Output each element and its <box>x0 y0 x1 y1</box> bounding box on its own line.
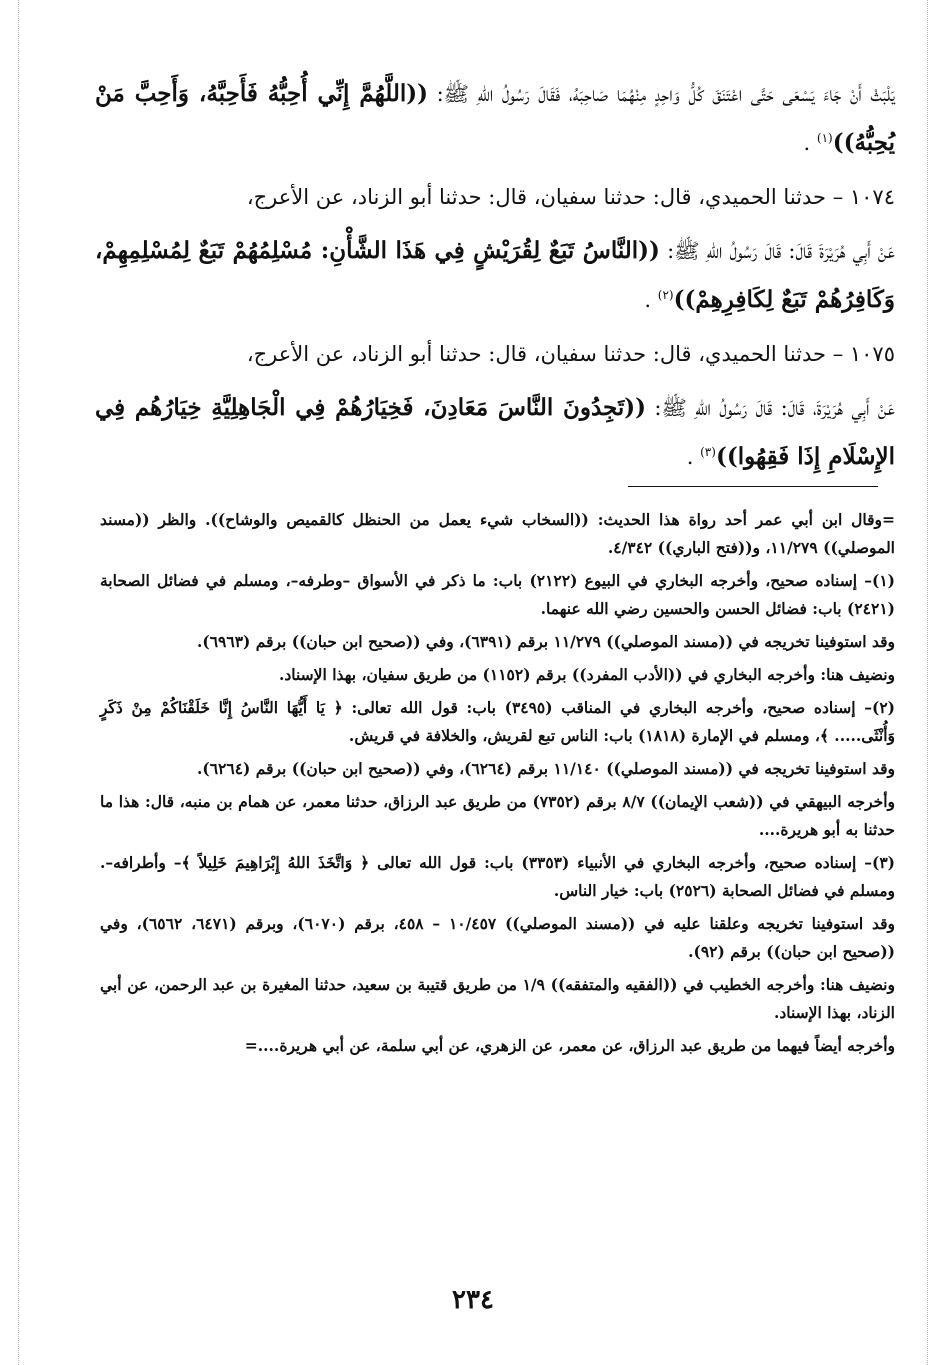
paragraph-1: يَلْبَثْ أَنْ جَاءَ يَسْعَى حَتَّى اعْتَنَقَ كُلُّ وَاحِدٍ مِنْهُمَا صَاحِبَهُ، فَقَالَ رَسُولُ اللهِ ﷺ: ((اللَّهُمَّ إِنِّي أُحِبُّهُ فَأَحِبَّهُ، وَأَحِبَّ مَنْ يُحِبُّهُ))$^{(١)}$ . <box>95 80 895 156</box>
footnote-ref: (٣) <box>700 445 716 459</box>
footnote: (٢)– إسناده صحيح، وأخرجه البخاري في المناقب (٣٤٩٥) باب: قول الله تعالى: ﴿ يَا أَيُّهَا النَّاسُ إِنَّا خَلَقْنَاكُمْ مِنْ ذَكَرٍ وَأُنْثَى..... ﴾، ومسلم في الإمارة (١٨١٨) باب: الناس تبع لقريش، والخلافة في قريش. <box>100 698 895 745</box>
hadith-text: ((النَّاسُ تَبَعٌ لِقُرَيْشٍ فِي هَذَا الشَّأْنِ: مُسْلِمُهُمْ تَبَعٌ لِمُسْلِمِهِمْ، وَكَافِرُهُمْ تَبَعٌ لِكَافِرِهِمْ)) <box>95 237 895 313</box>
hadith-isnad-1075: ١٠٧٥ – حدثنا الحميدي، قال: حدثنا سفيان، قال: حدثنا أبو الزناد، عن الأعرج، <box>246 342 895 366</box>
hadith-text: ((اللَّهُمَّ إِنِّي أُحِبُّهُ فَأَحِبَّهُ، وَأَحِبَّ مَنْ يُحِبُّهُ)) <box>95 80 895 156</box>
footnote: وقد استوفينا تخريجه في ((مسند الموصلي)) ١١/١٤٠ برقم (٦٢٦٤)، وفي ((صحيح ابن حبان)) برقم (٦٢٦٤). <box>197 759 895 778</box>
hadith-isnad-1074: ١٠٧٤ – حدثنا الحميدي، قال: حدثنا سفيان، قال: حدثنا أبو الزناد، عن الأعرج، <box>246 185 895 209</box>
footnote: (٣)– إسناده صحيح، وأخرجه البخاري في الأنبياء (٣٣٥٣) باب: قول الله تعالى ﴿ وَاتَّخَذَ اللهُ إِبْرَاهِيمَ خَلِيلاً ﴾– وأطرافه–. ومسلم في فضائل الصحابة (٢٥٢٦) باب: خيار الناس. <box>100 853 895 900</box>
footnote: ونضيف هنا: وأخرجه الخطيب في ((الفقيه والمتفقه)) ١/٩ من طريق قتيبة بن سعيد، حدثنا المغيرة بن عبد الرحمن، عن أبي الزناد، بهذا الإسناد. <box>100 975 895 1022</box>
footnote: وقد استوفينا تخريجه وعلقنا عليه في ((مسند الموصلي)) ١٠/٤٥٧ – ٤٥٨، برقم (٦٠٧٠)، وبرقم (٦٤٧١، ٦٥٦٢)، وفي ((صحيح ابن حبان)) برقم (٩٢). <box>100 914 895 961</box>
page-number: ٢٣٤ <box>452 1285 494 1315</box>
footnote-ref: (١) <box>816 131 833 145</box>
footnote: وقد استوفينا تخريجه في ((مسند الموصلي)) ١١/٢٧٩ برقم (٦٣٩١)، وفي ((صحيح ابن حبان)) برقم (٦٩٦٣). <box>197 632 895 651</box>
footnote-ref: (٢) <box>657 288 674 302</box>
main-text <box>95 72 895 489</box>
footnote: =وقال ابن أبي عمر أحد رواة هذا الحديث: ((السخاب شيء يعمل من الحنظل كالقميص والوشاح)). والظر ((مسند الموصلي)) ١١/٢٧٩، و((فتح الباري)) ٤/٣٤٢. <box>100 510 895 557</box>
hadith-text: ((تَجِدُونَ النَّاسَ مَعَادِنَ، فَخِيَارُهُمْ فِي الْجَاهِلِيَّةِ خِيَارُهُم فِي الإِسْلَامِ إِذَا فَقِهُوا)) <box>95 394 895 470</box>
footnote: وأخرجه البيهقي في ((شعب الإيمان)) ٨/٧ برقم (٧٣٥٢) من طريق عبد الرزاق، حدثنا معمر، عن همام بن منبه، قال: هذا ما حدثنا به أبو هريرة.... <box>100 792 896 839</box>
footnote: ونضيف هنا: وأخرجه البخاري في ((الأدب المفرد)) برقم (١١٥٢) من طريق سفيان، بهذا الإسناد. <box>278 665 895 684</box>
hadith-1075: عَنْ أَبِي هُرَيْرَةَ، قَالَ: قَالَ رَسُولُ اللهِ ﷺ: ((تَجِدُونَ النَّاسَ مَعَادِنَ، فَخِيَارُهُمْ فِي الْجَاهِلِيَّةِ خِيَارُهُم فِي الإِسْلَامِ إِذَا فَقِهُوا))$^{(٣)}$ . <box>95 394 895 470</box>
footnote-separator <box>628 486 878 487</box>
hadith-1074: عَنْ أَبِي هُرَيْرَةَ قَالَ: قَالَ رَسُولُ اللهِ ﷺ: ((النَّاسُ تَبَعٌ لِقُرَيْشٍ فِي هَذَا الشَّأْنِ: مُسْلِمُهُمْ تَبَعٌ لِمُسْلِمِهِمْ، وَكَافِرُهُمْ تَبَعٌ لِكَافِرِهِمْ))$^{(٢)}$ . <box>95 237 895 313</box>
footnotes <box>100 506 895 1065</box>
footnote: (١)– إسناده صحيح، وأخرجه البخاري في البيوع (٢١٢٢) باب: ما ذكر في الأسواق –وطرفه–، ومسلم في فضائل الصحابة (٢٤٢١) باب: فضائل الحسن والحسين رضي الله عنهما. <box>100 571 895 618</box>
margin-line-left <box>18 0 19 1365</box>
margin-line-right <box>927 0 928 1365</box>
footnote: وأخرجه أيضاً فيهما من طريق عبد الرزاق، عن معمر، عن الزهري، عن أبي سلمة، عن أبي هريرة....= <box>244 1036 895 1055</box>
